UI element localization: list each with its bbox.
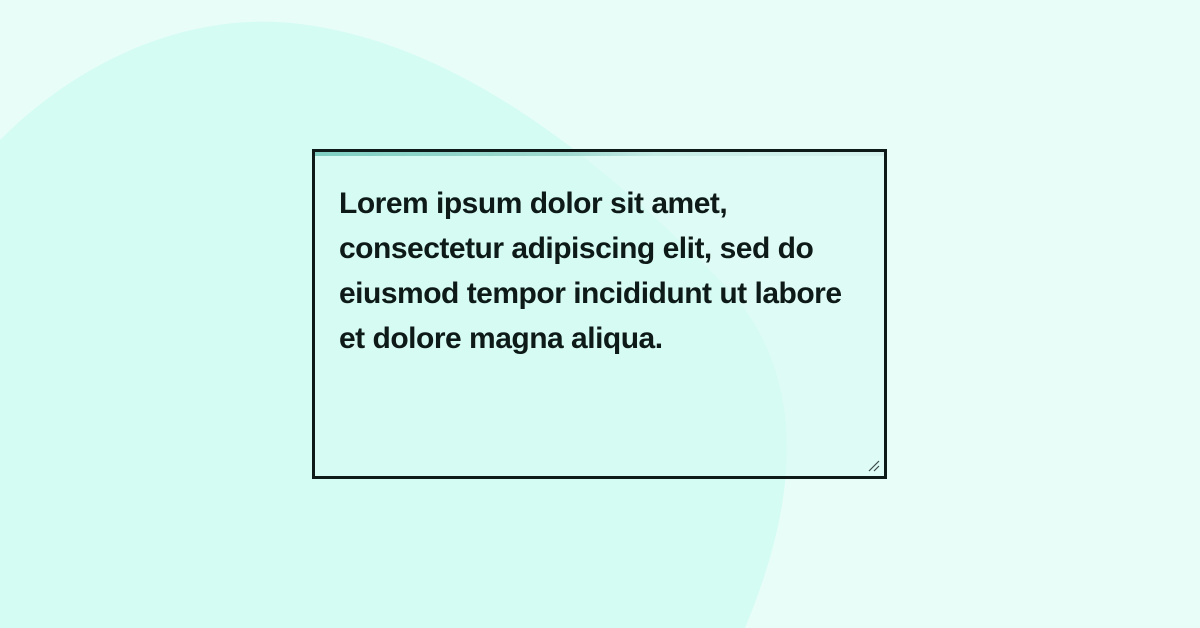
text-area-value[interactable]: Lorem ipsum dolor sit amet, consectetur adipiscing elit, sed do eiusmod tempor incididunt ut labore et dolore magna aliqua.: [339, 187, 842, 355]
resize-handle-icon[interactable]: [867, 459, 881, 473]
text-area[interactable]: [312, 149, 887, 479]
